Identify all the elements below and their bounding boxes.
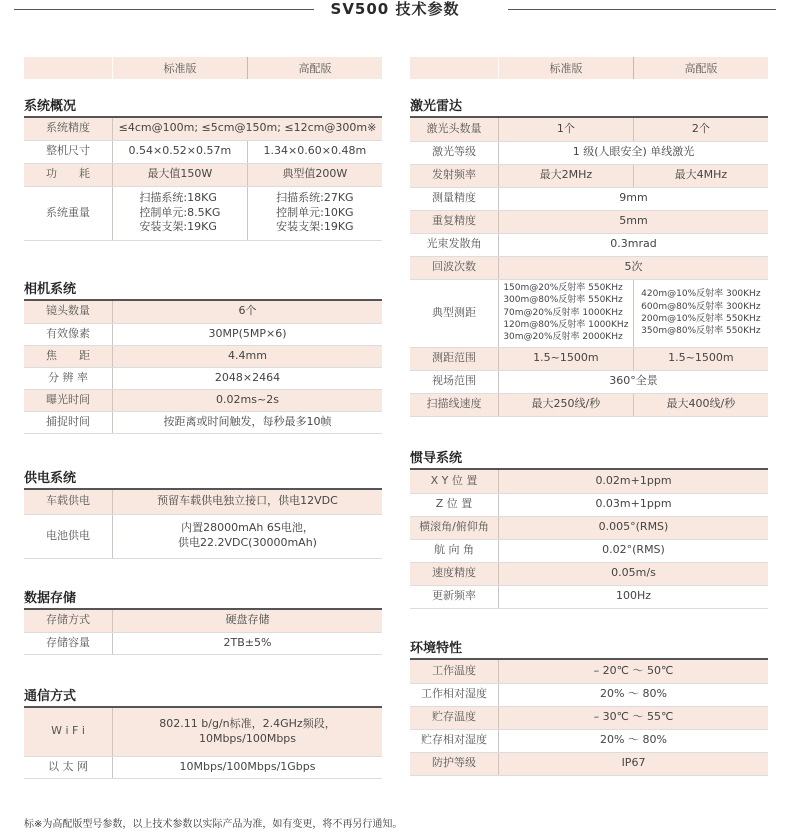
section-right-2 xyxy=(410,640,768,776)
spec-value-std: 最大250线/秒 xyxy=(499,393,634,416)
spec-label: 速度精度 xyxy=(410,562,499,585)
spec-value: 内置28000mAh 6S电池， 供电22.2VDC(30000mAh) xyxy=(113,514,383,558)
table-row xyxy=(410,470,768,493)
spec-label: 车载供电 xyxy=(24,490,113,514)
spec-value-high: 典型值200W xyxy=(247,163,382,186)
spec-value-std: 最大2MHz xyxy=(499,164,634,187)
section-title: 惯导系统 xyxy=(410,451,463,466)
spec-table xyxy=(24,490,382,559)
spec-table xyxy=(410,118,768,417)
spec-value: 0.02ms~2s xyxy=(113,389,383,411)
section-right-0 xyxy=(410,98,768,417)
spec-value-high: 420m@10%反射率 300KHz 600m@80%反射率 300KHz 200m@10%反射率 550KHz 350m@80%反射率 550KHz xyxy=(633,279,768,347)
spec-value: 按距离或时间触发，每秒最多10帧 xyxy=(113,411,383,433)
version-high-label: 高配版 xyxy=(684,62,718,75)
spec-value: ≤4cm@100m; ≤5cm@150m; ≤12cm@300m※ xyxy=(113,118,383,140)
spec-label: Z 位 置 xyxy=(410,493,499,516)
table-row xyxy=(410,347,768,370)
spec-label: 回波次数 xyxy=(410,256,499,279)
spec-label: 激光等级 xyxy=(410,141,499,164)
spec-value: 20% ～ 80% xyxy=(499,683,769,706)
table-row xyxy=(410,370,768,393)
version-std-label: 标准版 xyxy=(499,57,634,79)
table-row xyxy=(24,367,382,389)
section-left-3 xyxy=(24,590,382,655)
table-row xyxy=(410,729,768,752)
table-row xyxy=(410,393,768,416)
table-row xyxy=(24,411,382,433)
table-row xyxy=(410,210,768,233)
spec-value: 0.02°(RMS) xyxy=(499,539,769,562)
spec-label: 系统精度 xyxy=(24,118,113,140)
section-left-2 xyxy=(24,470,382,559)
spec-label: 防护等级 xyxy=(410,752,499,775)
table-row xyxy=(410,683,768,706)
spec-value-std: 150m@20%反射率 550KHz 300m@80%反射率 550KHz 70m@20%反射率 1000KHz 120m@80%反射率 1000KHz 30m@20%反射率 2000KHz xyxy=(499,279,634,347)
spec-value-high: 2个 xyxy=(633,118,768,141)
table-row xyxy=(410,516,768,539)
section-left-4 xyxy=(24,688,382,779)
section-title: 激光雷达 xyxy=(410,99,463,114)
spec-label: 视场范围 xyxy=(410,370,499,393)
table-row xyxy=(410,187,768,210)
spec-value: 2TB±5% xyxy=(113,632,383,654)
spec-label: 扫描线速度 xyxy=(410,393,499,416)
section-title: 通信方式 xyxy=(24,689,77,704)
spec-label: 捕捉时间 xyxy=(24,411,113,433)
table-row xyxy=(24,610,382,632)
spec-label: 整机尺寸 xyxy=(24,140,113,163)
spec-value-high: 扫描系统:27KG 控制单元:10KG 安装支架:19KG xyxy=(247,186,382,240)
table-row xyxy=(410,706,768,729)
spec-value: 1 级(人眼安全) 单线激光 xyxy=(499,141,769,164)
spec-value: 360°全景 xyxy=(499,370,769,393)
section-left-0 xyxy=(24,98,382,241)
table-row xyxy=(410,118,768,141)
table-row xyxy=(410,233,768,256)
spec-value-high: 最大4MHz xyxy=(633,164,768,187)
version-header-right xyxy=(410,57,768,79)
version-high-label: 高配版 xyxy=(298,62,332,75)
table-row xyxy=(410,539,768,562)
spec-label: 存储容量 xyxy=(24,632,113,654)
spec-value: 0.3mrad xyxy=(499,233,769,256)
spec-value: 硬盘存储 xyxy=(113,610,383,632)
table-row xyxy=(24,301,382,323)
spec-value-high: 1.34×0.60×0.48m xyxy=(247,140,382,163)
table-row xyxy=(24,756,382,778)
spec-table xyxy=(410,470,768,609)
spec-value: 4.4mm xyxy=(113,345,383,367)
table-row xyxy=(410,562,768,585)
section-left-1 xyxy=(24,281,382,434)
title-rule-right xyxy=(508,9,776,10)
page-title: SV500 技术参数 xyxy=(330,0,460,18)
spec-label: 横滚角/俯仰角 xyxy=(410,516,499,539)
table-row xyxy=(24,140,382,163)
table-row xyxy=(410,164,768,187)
spec-label: 镜头数量 xyxy=(24,301,113,323)
table-row xyxy=(24,632,382,654)
section-title: 环境特性 xyxy=(410,641,463,656)
spec-label: 有效像素 xyxy=(24,323,113,345)
spec-value: 9mm xyxy=(499,187,769,210)
version-std-label: 标准版 xyxy=(113,57,248,79)
spec-table xyxy=(24,301,382,434)
spec-label: 激光头数量 xyxy=(410,118,499,141)
spec-label: 典型测距 xyxy=(410,279,499,347)
section-title: 供电系统 xyxy=(24,471,77,486)
spec-label: 焦 距 xyxy=(24,345,113,367)
section-right-1 xyxy=(410,450,768,609)
spec-label: 以 太 网 xyxy=(24,756,113,778)
table-row xyxy=(24,514,382,558)
footnote: 标※为高配版型号参数，以上技术参数以实际产品为准，如有变更，将不再另行通知。 xyxy=(24,819,403,830)
spec-value-std: 0.54×0.52×0.57m xyxy=(113,140,248,163)
spec-label: 工作相对湿度 xyxy=(410,683,499,706)
spec-label: 贮存相对湿度 xyxy=(410,729,499,752)
spec-value: 20% ～ 80% xyxy=(499,729,769,752)
table-row xyxy=(410,752,768,775)
spec-value: – 20℃ ～ 50℃ xyxy=(499,660,769,683)
section-title: 系统概况 xyxy=(24,99,77,114)
spec-value: 5mm xyxy=(499,210,769,233)
table-row xyxy=(410,585,768,608)
spec-value: 5次 xyxy=(499,256,769,279)
spec-value: 802.11 b/g/n标准，2.4GHz频段， 10Mbps/100Mbps xyxy=(113,708,383,756)
table-row xyxy=(24,323,382,345)
spec-value: IP67 xyxy=(499,752,769,775)
table-row xyxy=(24,345,382,367)
spec-label: 更新频率 xyxy=(410,585,499,608)
spec-label: 测距范围 xyxy=(410,347,499,370)
section-title: 数据存储 xyxy=(24,591,77,606)
table-row xyxy=(24,118,382,140)
spec-label: 系统重量 xyxy=(24,186,113,240)
spec-table xyxy=(24,610,382,655)
spec-value-std: 1.5~1500m xyxy=(499,347,634,370)
spec-value-high: 1.5~1500m xyxy=(633,347,768,370)
spec-value: 10Mbps/100Mbps/1Gbps xyxy=(113,756,383,778)
spec-value: 预留车载供电独立接口，供电12VDC xyxy=(113,490,383,514)
spec-label: 工作温度 xyxy=(410,660,499,683)
spec-label: W i F i xyxy=(24,708,113,756)
spec-table xyxy=(410,660,768,776)
spec-label: 测量精度 xyxy=(410,187,499,210)
spec-value-std: 最大值150W xyxy=(113,163,248,186)
spec-label: 发射频率 xyxy=(410,164,499,187)
spec-value: – 30℃ ～ 55℃ xyxy=(499,706,769,729)
spec-value: 6个 xyxy=(113,301,383,323)
table-row xyxy=(410,256,768,279)
spec-label: 电池供电 xyxy=(24,514,113,558)
table-row xyxy=(410,660,768,683)
table-row xyxy=(410,279,768,347)
version-header-left xyxy=(24,57,382,79)
table-row xyxy=(24,163,382,186)
table-row xyxy=(24,708,382,756)
table-row xyxy=(24,389,382,411)
spec-value: 2048×2464 xyxy=(113,367,383,389)
spec-value: 0.005°(RMS) xyxy=(499,516,769,539)
table-row xyxy=(24,490,382,514)
table-row xyxy=(410,493,768,516)
page-header xyxy=(0,0,790,20)
spec-table xyxy=(24,708,382,779)
spec-label: 光束发散角 xyxy=(410,233,499,256)
spec-value: 0.03m+1ppm xyxy=(499,493,769,516)
spec-label: 贮存温度 xyxy=(410,706,499,729)
spec-label: 重复精度 xyxy=(410,210,499,233)
spec-table xyxy=(24,118,382,241)
spec-label: 分 辨 率 xyxy=(24,367,113,389)
spec-value: 0.05m/s xyxy=(499,562,769,585)
spec-value-std: 1个 xyxy=(499,118,634,141)
spec-label: X Y 位 置 xyxy=(410,470,499,493)
table-row xyxy=(24,186,382,240)
spec-label: 曝光时间 xyxy=(24,389,113,411)
section-title: 相机系统 xyxy=(24,282,77,297)
spec-label: 功 耗 xyxy=(24,163,113,186)
spec-value: 0.02m+1ppm xyxy=(499,470,769,493)
table-row xyxy=(410,141,768,164)
spec-label: 航 向 角 xyxy=(410,539,499,562)
spec-value-std: 扫描系统:18KG 控制单元:8.5KG 安装支架:19KG xyxy=(113,186,248,240)
spec-value-high: 最大400线/秒 xyxy=(633,393,768,416)
spec-value: 30MP(5MP×6) xyxy=(113,323,383,345)
spec-label: 存储方式 xyxy=(24,610,113,632)
spec-value: 100Hz xyxy=(499,585,769,608)
